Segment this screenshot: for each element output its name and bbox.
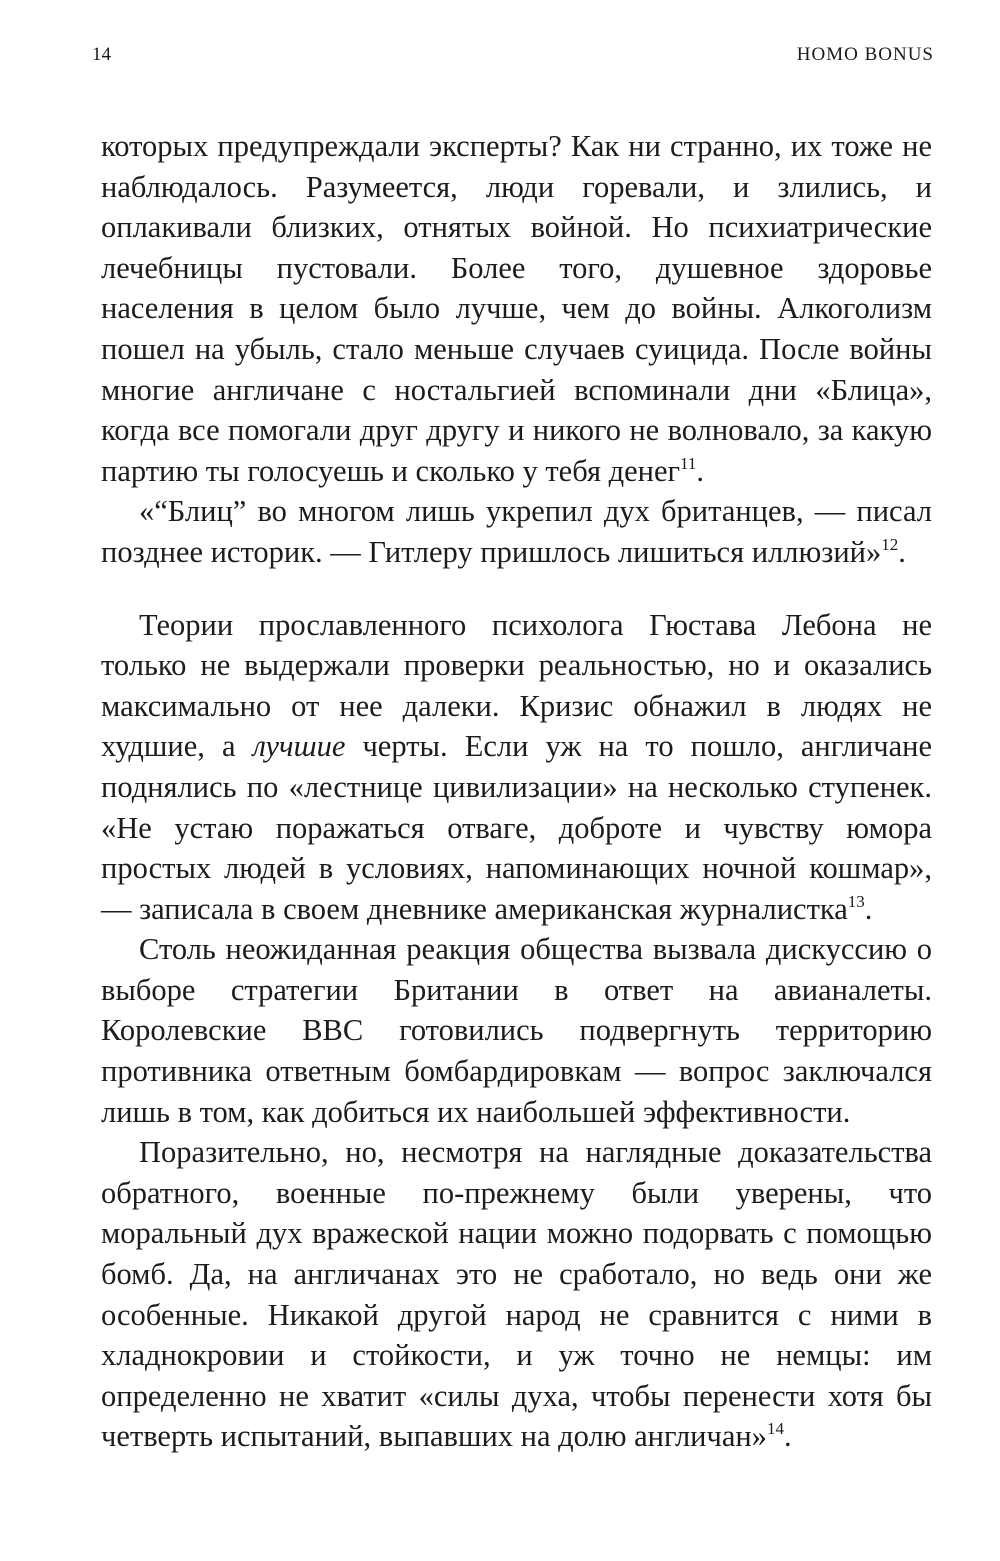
paragraph-3-emphasis: лучшие	[252, 729, 346, 764]
page-number: 14	[92, 44, 111, 65]
paragraph-4-text: Столь неожиданная реакция общества вызвала дискуссию о выборе стратегии Британии в ответ на авианалеты. Королевские ВВС готовились подвергнуть территорию противника ответным бомбардировкам — вопрос заключался лишь в том, как добиться их наибольшей эффективности.	[101, 932, 932, 1129]
paragraph-3-end: .	[864, 891, 873, 926]
paragraph-5-end: .	[783, 1419, 792, 1454]
paragraph-1	[101, 126, 932, 491]
footnote-ref-14: 14	[766, 1419, 784, 1439]
paragraph-5	[101, 1132, 932, 1457]
paragraph-2	[101, 491, 932, 572]
paragraph-2-text: «“Блиц” во многом лишь укрепил дух британцев, — писал позднее историк. — Гитлеру пришлось лишиться иллюзий»	[101, 494, 932, 569]
paragraph-1-end: .	[696, 453, 705, 488]
paragraph-4	[101, 929, 932, 1132]
paragraph-5-text: Поразительно, но, несмотря на наглядные доказательства обратного, военные по-прежнему были уверены, что моральный дух вражеской нации можно подорвать с помощью бомб. Да, на англичанах это не сработало, но ведь они же особенные. Никакой другой народ не сравнится с ними в хладнокровии и стойкости, и уж точно не немцы: им определенно не хватит «силы духа, чтобы перенести хотя бы четверть испытаний, выпавших на долю англичан»	[101, 1135, 932, 1454]
paragraph-3-text-start: Теории прославленного психолога Гюстава Лебона не только не выдержали проверки реальностью, но и оказались максимально от нее далеки. Кризис обнажил в людях не худшие, а	[101, 607, 932, 764]
body-text	[101, 126, 932, 1457]
running-header	[92, 44, 934, 74]
paragraph-3-text-middle: черты. Если уж на то пошло, англичане поднялись по «лестнице цивилизации» на несколько ступенек. «Не устаю поражаться отваге, доброте и чувству юмора простых людей в условиях, напоминающих ночной кошмар», — записала в своем дневнике американская журналистка	[101, 729, 932, 926]
footnote-ref-11: 11	[680, 453, 697, 473]
paragraph-1-text: которых предупреждали эксперты? Как ни странно, их тоже не наблюдалось. Разумеется, люди горевали, и злились, и оплакивали близких, отнятых войной. Но психиатрические лечебницы пустовали. Более того, душевное здоровье населения в целом было лучше, чем до войны. Алкоголизм пошел на убыль, стало меньше случаев суицида. После войны многие англичане с ностальгией вспоминали дни «Блица», когда все помогали друг другу и никого не волновало, за какую партию ты голосуешь и сколько у тебя денег	[101, 129, 932, 488]
paragraph-3	[101, 605, 932, 930]
footnote-ref-13: 13	[847, 891, 865, 911]
paragraph-2-end: .	[898, 534, 906, 569]
footnote-ref-12: 12	[881, 534, 899, 554]
book-title: HOMO BONUS	[796, 44, 934, 65]
